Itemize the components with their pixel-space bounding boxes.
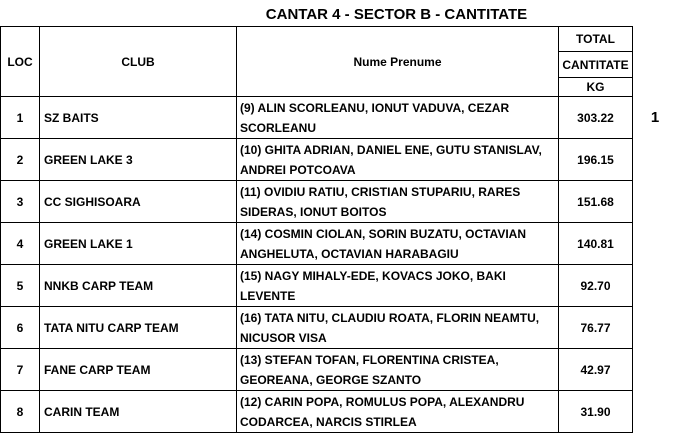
cell-kg: 151.68	[559, 181, 633, 223]
table-row	[1, 139, 633, 181]
cell-kg: 140.81	[559, 223, 633, 265]
cell-name: (12) CARIN POPA, ROMULUS POPA, ALEXANDRU CODARCEA, NARCIS STIRLEA	[237, 391, 559, 433]
cell-kg: 76.77	[559, 307, 633, 349]
cell-name: (9) ALIN SCORLEANU, IONUT VADUVA, CEZAR SCORLEANU	[237, 97, 559, 139]
header-club: CLUB	[40, 27, 237, 97]
side-mark: 1	[650, 109, 660, 126]
cell-loc: 4	[1, 223, 40, 265]
cell-club: CARIN TEAM	[40, 391, 237, 433]
cell-name: (15) NAGY MIHALY-EDE, KOVACS JOKO, BAKI LEVENTE	[237, 265, 559, 307]
cell-club: GREEN LAKE 1	[40, 223, 237, 265]
cell-kg: 42.97	[559, 349, 633, 391]
header-loc: LOC	[1, 27, 40, 97]
cell-loc: 1	[1, 97, 40, 139]
header-cantitate: CANTITATE	[559, 52, 633, 78]
cell-name: (13) STEFAN TOFAN, FLORENTINA CRISTEA, GEOREANA, GEORGE SZANTO	[237, 349, 559, 391]
cell-name: (16) TATA NITU, CLAUDIU ROATA, FLORIN NEAMTU, NICUSOR VISA	[237, 307, 559, 349]
header-total: TOTAL	[559, 27, 633, 52]
cell-club: FANE CARP TEAM	[40, 349, 237, 391]
cell-kg: 31.90	[559, 391, 633, 433]
table-row	[1, 97, 633, 139]
cell-name: (14) COSMIN CIOLAN, SORIN BUZATU, OCTAVIAN ANGHELUTA, OCTAVIAN HARABAGIU	[237, 223, 559, 265]
cell-club: SZ BAITS	[40, 97, 237, 139]
cell-loc: 6	[1, 307, 40, 349]
cell-loc: 5	[1, 265, 40, 307]
cell-loc: 3	[1, 181, 40, 223]
cell-kg: 92.70	[559, 265, 633, 307]
table-row	[1, 181, 633, 223]
cell-kg: 303.22	[559, 97, 633, 139]
sheet-title: CANTAR 4 - SECTOR B - CANTITATE	[265, 6, 528, 23]
cell-club: NNKB CARP TEAM	[40, 265, 237, 307]
cell-name: (10) GHITA ADRIAN, DANIEL ENE, GUTU STANISLAV, ANDREI POTCOAVA	[237, 139, 559, 181]
header-kg: KG	[559, 78, 633, 97]
table-row	[1, 223, 633, 265]
cell-loc: 7	[1, 349, 40, 391]
cell-club: GREEN LAKE 3	[40, 139, 237, 181]
table-row	[1, 391, 633, 433]
results-table	[0, 26, 633, 433]
cell-club: CC SIGHISOARA	[40, 181, 237, 223]
cell-kg: 196.15	[559, 139, 633, 181]
header-name: Nume Prenume	[237, 27, 559, 97]
cell-loc: 2	[1, 139, 40, 181]
cell-loc: 8	[1, 391, 40, 433]
table-row	[1, 307, 633, 349]
cell-name: (11) OVIDIU RATIU, CRISTIAN STUPARIU, RARES SIDERAS, IONUT BOITOS	[237, 181, 559, 223]
table-row	[1, 349, 633, 391]
table-row	[1, 265, 633, 307]
cell-club: TATA NITU CARP TEAM	[40, 307, 237, 349]
